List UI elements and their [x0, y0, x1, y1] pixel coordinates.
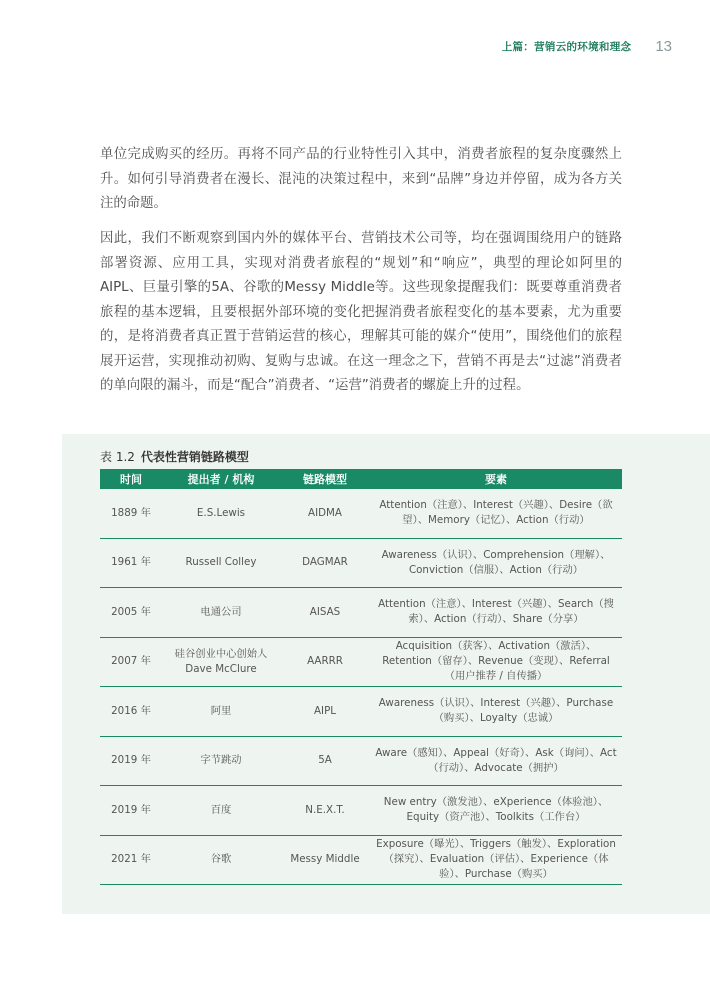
header-time: 时间: [100, 469, 162, 489]
header-elements: 要素: [370, 469, 622, 489]
page-number: 13: [655, 38, 672, 55]
cell-proposer: 字节跳动: [162, 736, 280, 786]
cell-time: 2019 年: [100, 786, 162, 836]
cell-elements: Exposure（曝光）、Triggers（触发）、Exploration（探究）、Evaluation（评估）、Experience（体验）、Purchase（购买）: [370, 835, 622, 885]
cell-time: 2005 年: [100, 588, 162, 638]
table-row: [100, 736, 622, 786]
table-caption-title: 代表性营销链路模型: [140, 450, 249, 464]
cell-model: Messy Middle: [280, 835, 370, 885]
table-caption: [100, 448, 249, 465]
table-row: [100, 489, 622, 538]
cell-model: DAGMAR: [280, 538, 370, 588]
cell-elements: Acquisition（获客）、Activation（激活）、Retention（留存）、Revenue（变现）、Referral（用户推荐 / 自传播）: [370, 637, 622, 687]
cell-proposer: 硅谷创业中心创始人 Dave McClure: [162, 637, 280, 687]
header-model: 链路模型: [280, 469, 370, 489]
cell-time: 2019 年: [100, 736, 162, 786]
cell-proposer: 阿里: [162, 687, 280, 737]
cell-elements: Aware（感知）、Appeal（好奇）、Ask（询问）、Act（行动）、Advocate（拥护）: [370, 736, 622, 786]
table-row: [100, 835, 622, 885]
marketing-funnel-table: [100, 469, 622, 885]
table-header-row: [100, 469, 622, 489]
table-row: [100, 538, 622, 588]
cell-time: 2021 年: [100, 835, 162, 885]
paragraph-2: [100, 227, 622, 399]
table-row: [100, 588, 622, 638]
cell-proposer: Russell Colley: [162, 538, 280, 588]
header-proposer: 提出者 / 机构: [162, 469, 280, 489]
cell-time: 2007 年: [100, 637, 162, 687]
cell-elements: Awareness（认识）、Interest（兴趣）、Purchase（购买）、Loyalty（忠诚）: [370, 687, 622, 737]
table-row: [100, 687, 622, 737]
cell-elements: New entry（激发池）、eXperience（体验池）、Equity（资产池）、Toolkits（工作台）: [370, 786, 622, 836]
cell-elements: Attention（注意）、Interest（兴趣）、Desire（欲望）、Memory（记忆）、Action（行动）: [370, 489, 622, 538]
section-title: 上篇：营销云的环境和理念: [501, 41, 632, 53]
table-row: [100, 786, 622, 836]
paragraph-text: 单位完成购买的经历。再将不同产品的行业特性引入其中，消费者旅程的复杂度骤然上升。如何引导消费者在漫长、混沌的决策过程中，来到“品牌”身边并停留，成为各方关注的命题。: [100, 147, 622, 211]
paragraph-1: [100, 143, 622, 217]
cell-proposer: 百度: [162, 786, 280, 836]
cell-model: 5A: [280, 736, 370, 786]
cell-time: 2016 年: [100, 687, 162, 737]
cell-model: AISAS: [280, 588, 370, 638]
cell-time: 1889 年: [100, 489, 162, 538]
table-caption-number: 表 1.2: [100, 450, 135, 464]
cell-proposer: 谷歌: [162, 835, 280, 885]
cell-time: 1961 年: [100, 538, 162, 588]
cell-elements: Awareness（认识）、Comprehension（理解）、Conviction（信服）、Action（行动）: [370, 538, 622, 588]
page-header: [502, 38, 672, 55]
cell-elements: Attention（注意）、Interest（兴趣）、Search（搜索）、Action（行动）、Share（分享）: [370, 588, 622, 638]
paragraph-text: 因此，我们不断观察到国内外的媒体平台、营销技术公司等，均在强调围绕用户的链路部署资源、应用工具，实现对消费者旅程的“规划”和“响应”，典型的理论如阿里的AIPL、巨量引擎的5A、谷歌的Messy Middle等。这些现象提醒我们：既要尊重消费者旅程的基本逻辑，且要根据外部环境的变化把握消费者旅程变化的基本要素，尤为重要的，是将消费者真正置于营销运营的核心，理解其可能的媒介“使用”，围绕他们的旅程展开运营，实现推动初购、复购与忠诚。在这一理念之下，营销不再是去“过滤”消费者的单向限的漏斗，而是“配合”消费者、“运营”消费者的螺旋上升的过程。: [100, 231, 622, 393]
cell-model: AIDMA: [280, 489, 370, 538]
table-row: [100, 637, 622, 687]
cell-model: AIPL: [280, 687, 370, 737]
cell-model: AARRR: [280, 637, 370, 687]
cell-proposer: 电通公司: [162, 588, 280, 638]
cell-model: N.E.X.T.: [280, 786, 370, 836]
cell-proposer: E.S.Lewis: [162, 489, 280, 538]
